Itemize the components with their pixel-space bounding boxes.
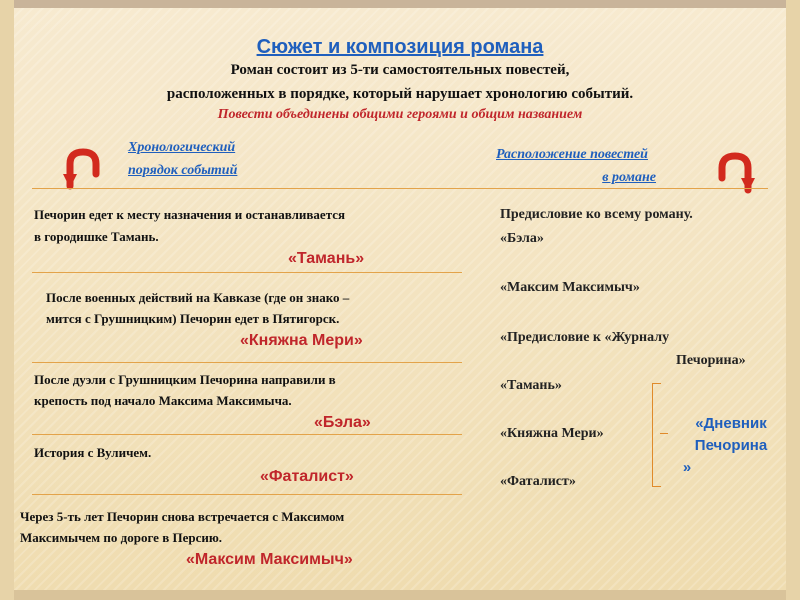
subtitle-line-1: Роман состоит из 5-ти самостоятельных повестей, xyxy=(230,62,570,78)
frame-top xyxy=(0,0,800,8)
event-5-story: «Максим Максимыч» xyxy=(186,551,353,568)
row-rule-3 xyxy=(32,434,462,435)
diary-bracket xyxy=(652,383,661,487)
right-item-taman: «Тамань» xyxy=(500,378,562,393)
event-3-line-2: крепость под начало Максима Максимыча. xyxy=(34,393,292,408)
right-item-journal-preface: «Предисловие к «Журналу xyxy=(500,330,670,345)
event-5-line-2: Максимычем по дороге в Персию. xyxy=(20,530,223,545)
diary-label-line-3: » xyxy=(682,459,692,476)
event-5-line-1: Через 5-ть лет Печорин снова встречается с Максимом xyxy=(20,509,345,524)
frame-bottom xyxy=(0,590,800,600)
slide-title: Сюжет и композиция романа xyxy=(256,36,544,58)
right-item-fatalist: «Фаталист» xyxy=(500,474,576,489)
event-1-story: «Тамань» xyxy=(288,250,365,267)
diary-label-line-2: Печорина xyxy=(694,437,768,454)
event-2-line-2: мится с Грушницким) Печорин едет в Пятигорск. xyxy=(46,311,340,326)
right-item-mary: «Княжна Мери» xyxy=(500,426,604,441)
diary-label-line-1: «Дневник xyxy=(695,415,767,432)
right-item-preface: Предисловие ко всему роману. xyxy=(500,207,693,222)
event-4-line-1: История с Вуличем. xyxy=(34,445,152,460)
event-2-story: «Княжна Мери» xyxy=(240,332,363,349)
subtitle-line-2: расположенных в порядке, который нарушает хронологию событий. xyxy=(166,86,634,102)
header-rule xyxy=(32,188,768,189)
left-header-line-2: порядок событий xyxy=(128,163,238,178)
red-note: Повести объединены общими героями и общим названием xyxy=(217,107,583,122)
diary-bracket-tick xyxy=(660,433,668,434)
right-header-line-2: в романе xyxy=(602,170,656,185)
right-item-bela: «Бэла» xyxy=(500,231,544,246)
u-turn-arrow-icon-left xyxy=(62,146,104,190)
row-rule-4 xyxy=(32,494,462,495)
left-header-line-1: Хронологический xyxy=(128,140,236,155)
event-1-line-1: Печорин едет к месту назначения и останавливается xyxy=(34,207,346,222)
right-item-journal-preface-2: Печорина» xyxy=(676,353,746,368)
event-4-story: «Фаталист» xyxy=(260,468,354,485)
event-1-line-2: в городишке Тамань. xyxy=(34,229,159,244)
row-rule-1 xyxy=(32,272,462,273)
event-3-story: «Бэла» xyxy=(314,414,371,431)
right-item-maksim: «Максим Максимыч» xyxy=(500,280,640,295)
event-2-line-1: После военных действий на Кавказе (где он знако – xyxy=(46,290,350,305)
right-header-line-1: Расположение повестей xyxy=(496,147,648,162)
row-rule-2 xyxy=(32,362,462,363)
event-3-line-1: После дуэли с Грушницким Печорина направили в xyxy=(34,372,336,387)
